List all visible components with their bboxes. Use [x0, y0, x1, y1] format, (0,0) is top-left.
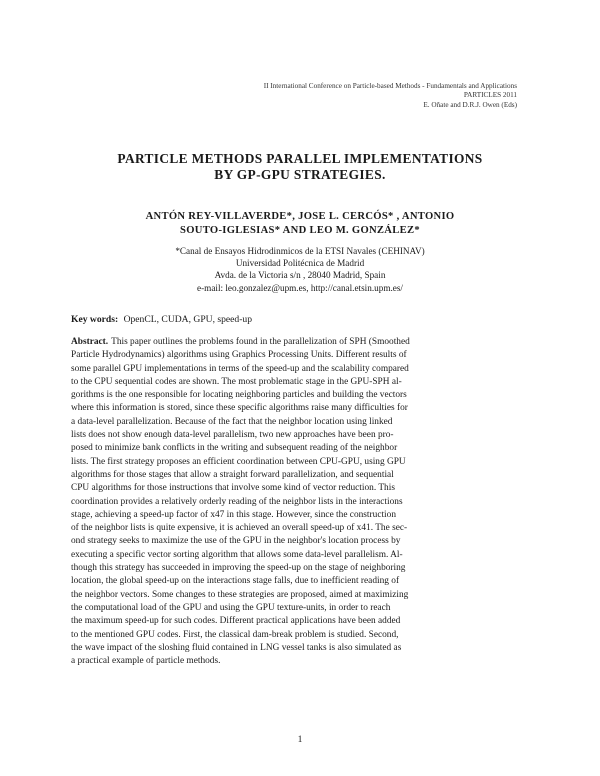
abstract-line: the wave impact of the sloshing fluid contained in LNG vessel tanks is also simulated as [71, 642, 402, 653]
abstract-line: location, the global speed-up on the interactions stage falls, due to inefficient reading of [71, 576, 400, 587]
page-number: 1 [297, 734, 303, 745]
paper-title [60, 151, 540, 183]
abstract-line: a data-level parallelization. Because of the fact that the neighbor location using linked [71, 416, 393, 427]
keywords-text: OpenCL, CUDA, GPU, speed-up [123, 314, 253, 325]
affiliation-contact: e-mail: leo.gonzalez@upm.es, http://canal.etsin.upm.es/ [197, 282, 403, 293]
conference-header [157, 82, 517, 110]
affiliation-institution: *Canal de Ensayos Hidrodinmicos de la ETSI Navales (CEHINAV) [175, 246, 425, 256]
abstract-line: to the CPU sequential codes are shown. The most problematic stage in the GPU-SPH al- [71, 376, 402, 387]
affiliation-university: Universidad Politécnica de Madrid [235, 258, 365, 269]
abstract-line: the neighbor vectors. Some changes to these strategies are proposed, aimed at maximizing [71, 589, 409, 600]
abstract-line: gorithms is the one responsible for locating neighboring particles and building the vectors [71, 390, 407, 401]
abstract-label: Abstract. [71, 337, 109, 347]
title-line-2: BY GP-GPU STRATEGIES. [214, 167, 386, 182]
abstract [71, 336, 532, 668]
abstract-line: the computational load of the GPU and using the GPU texture-units, in order to reach [71, 602, 391, 613]
abstract-line: the maximum speed-up for such codes. Different practical applications have been added [71, 616, 401, 627]
authors-line-1: ANTÓN REY-VILLAVERDE*, JOSE L. CERCÓS* , ANTONIO [145, 211, 455, 222]
keywords-label: Key words: [71, 314, 119, 325]
abstract-line: executing a specific vector sorting algorithm that allows some data-level parallelism. Al- [71, 549, 403, 560]
abstract-line: a practical example of particle methods. [71, 656, 221, 667]
conference-editors: E. Oñate and D.R.J. Owen (Eds) [423, 100, 517, 109]
abstract-line: some parallel GPU implementations in terms of the speed-up and the scalability compared [71, 363, 409, 374]
title-line-1: PARTICLE METHODS PARALLEL IMPLEMENTATIONS [117, 151, 483, 166]
abstract-line: lists does not show enough data-level parallelism, two new approaches have been pro- [71, 430, 394, 441]
abstract-line: coordination provides a relatively orderly reading of the neighbor lists in the interactions [71, 496, 403, 507]
abstract-line: Particle Hydrodynamics) algorithms using Graphics Processing Units. Different results of [71, 350, 407, 361]
abstract-line: posed to minimize bank conflicts in the writing and subsequent reading of the neighbor [71, 443, 398, 454]
abstract-line: CPU algorithms for those instructions that involve some kind of vector reduction. This [71, 483, 395, 494]
conference-acronym: PARTICLES 2011 [463, 91, 517, 100]
abstract-line: of the neighbor lists is quite expensive, it is achieved an overall speed-up of x41. The sec- [71, 523, 408, 534]
author-list [60, 210, 540, 238]
abstract-line: where this information is stored, since these specific algorithms raise many difficulties for [71, 403, 408, 414]
keywords [71, 314, 252, 325]
abstract-line: though this strategy has succeeded in improving the speed-up on the stage of neighboring [71, 563, 406, 574]
abstract-line: lists. The first strategy proposes an efficient coordination between CPU-GPU, using GPU [71, 456, 406, 467]
abstract-line: Abstract. This paper outlines the problems found in the parallelization of SPH (Smoothed [71, 337, 410, 347]
authors-line-2: SOUTO-IGLESIAS* AND LEO M. GONZÁLEZ* [180, 225, 420, 236]
abstract-line: algorithms for those stages that allow a straight forward parallelization, and sequential [71, 469, 394, 480]
conference-name: II International Conference on Particle-based Methods - Fundamentals and Applications [263, 82, 517, 90]
affiliation-address: Avda. de la Victoria s/n , 28040 Madrid, Spain [214, 270, 386, 281]
affiliation-block [60, 245, 540, 294]
abstract-line: to the mentioned GPU codes. First, the classical dam-break problem is studied. Second, [71, 629, 399, 640]
abstract-line: stage, achieving a speed-up factor of x47 in this stage. However, since the construction [71, 509, 396, 520]
abstract-line: ond strategy seeks to maximize the use of the GPU in the neighbor's location process by [71, 536, 401, 547]
